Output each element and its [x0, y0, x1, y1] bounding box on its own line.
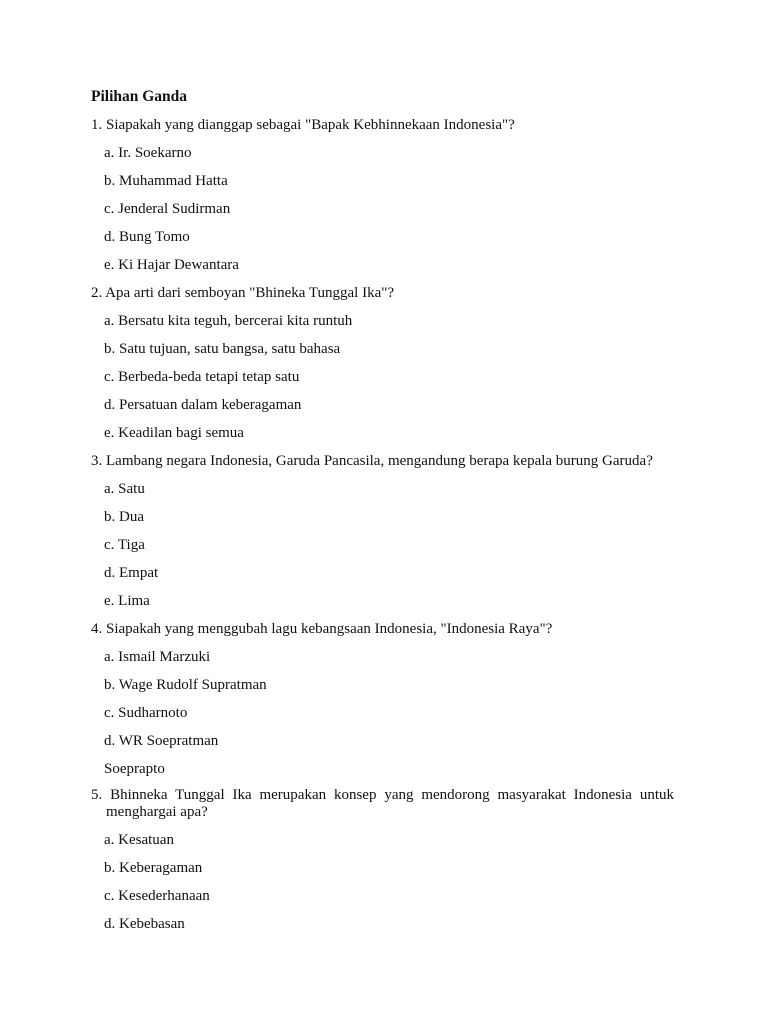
question-1 — [91, 115, 674, 275]
option-item: Soeprapto — [104, 761, 165, 777]
option-item: a. Ismail Marzuki — [104, 649, 211, 665]
question-text: 3. Lambang negara Indonesia, Garuda Pancasila, mengandung berapa kepala burung Garuda? — [91, 453, 653, 469]
option-item: a. Ir. Soekarno — [104, 145, 192, 161]
question-text: 2. Apa arti dari semboyan "Bhineka Tunggal Ika"? — [91, 285, 395, 301]
question-4 — [91, 619, 674, 779]
option-item: c. Tiga — [104, 537, 145, 553]
question-text: 1. Siapakah yang dianggap sebagai "Bapak Kebhinnekaan Indonesia"? — [91, 117, 515, 133]
option-list — [91, 143, 674, 275]
option-item: c. Sudharnoto — [104, 705, 188, 721]
question-text: 4. Siapakah yang menggubah lagu kebangsaan Indonesia, "Indonesia Raya"? — [91, 621, 553, 637]
option-item: d. Kebebasan — [104, 916, 185, 932]
question-text: 5. Bhinneka Tunggal Ika merupakan konsep yang mendorong masyarakat Indonesia untuk menghargai apa? — [91, 787, 674, 820]
document-page — [91, 87, 674, 942]
option-list — [91, 479, 674, 611]
option-item: e. Ki Hajar Dewantara — [104, 257, 239, 273]
option-item: a. Bersatu kita teguh, bercerai kita runtuh — [104, 313, 353, 329]
option-item: a. Satu — [104, 481, 145, 497]
question-5 — [91, 787, 674, 934]
question-3 — [91, 451, 674, 611]
option-list — [91, 311, 674, 443]
option-item: c. Kesederhanaan — [104, 888, 210, 904]
option-item: a. Kesatuan — [104, 832, 174, 848]
option-item: d. Empat — [104, 565, 159, 581]
option-item: d. Persatuan dalam keberagaman — [104, 397, 302, 413]
option-item: d. WR Soepratman — [104, 733, 219, 749]
option-item: c. Jenderal Sudirman — [104, 201, 231, 217]
option-item: e. Keadilan bagi semua — [104, 425, 244, 441]
option-item: e. Lima — [104, 593, 150, 609]
option-item: b. Keberagaman — [104, 860, 203, 876]
option-item: d. Bung Tomo — [104, 229, 190, 245]
option-item: b. Muhammad Hatta — [104, 173, 228, 189]
question-2 — [91, 283, 674, 443]
option-item: c. Berbeda-beda tetapi tetap satu — [104, 369, 300, 385]
option-list — [91, 647, 674, 779]
option-list — [91, 830, 674, 934]
option-item: b. Dua — [104, 509, 144, 525]
option-item: b. Satu tujuan, satu bangsa, satu bahasa — [104, 341, 341, 357]
section-heading: Pilihan Ganda — [91, 88, 188, 105]
option-item: b. Wage Rudolf Supratman — [104, 677, 267, 693]
